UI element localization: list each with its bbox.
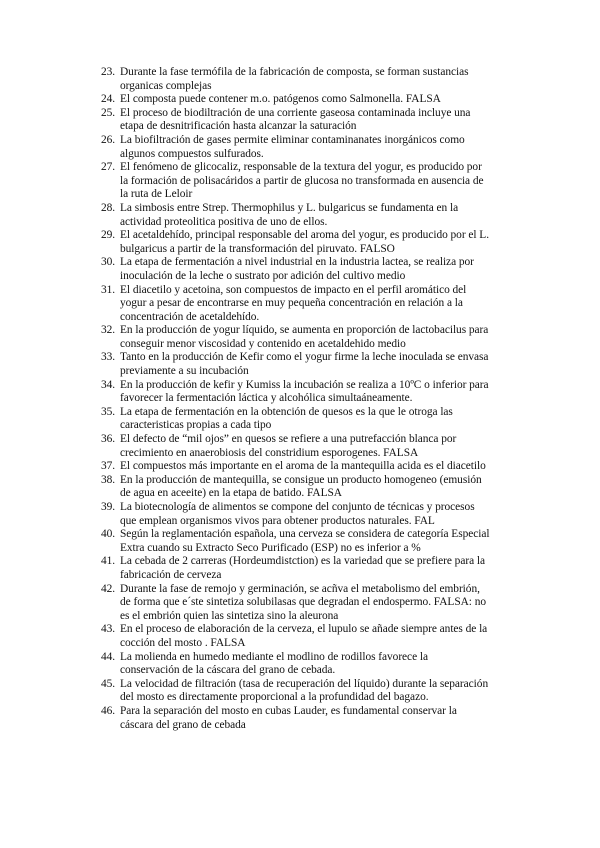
item-number: 37. — [101, 460, 116, 473]
item-text: En la producción de kefir y Kumiss la incubación se realiza a 10ºC o inferior para favorecer la fermentación láctica y alcohólica simultaáneamente. — [120, 378, 489, 405]
list-item — [0, 134, 490, 161]
item-number: 30. — [101, 256, 116, 269]
item-text: La simbosis entre Strep. Thermophilus y L. bulgaricus se fundamenta en la actividad proteolitica positiva de uno de ellos. — [120, 201, 459, 228]
list-item — [0, 705, 490, 732]
list-item — [0, 528, 490, 555]
list-item — [0, 93, 490, 107]
item-text: El compuestos más importante en el aroma de la mantequilla acida es el diacetilo — [120, 460, 486, 473]
item-text: Durante la fase termófila de la fabricación de composta, se forman sustancias organicas complejas — [120, 66, 469, 92]
list-item — [0, 229, 490, 256]
list-item — [0, 406, 490, 433]
list-item — [0, 501, 490, 528]
item-text: Tanto en la producción de Kefir como el yogur firme la leche inoculada se envasa previamente a su incubación — [120, 351, 489, 378]
item-text: La biofiltración de gases permite eliminar contaminanates inorgánicos como algunos compuestos sulfurados. — [120, 133, 465, 160]
item-text: La biotecnología de alimentos se compone del conjunto de técnicas y procesos que emplean organismos vivos para obtener productos naturales. FAL — [120, 501, 475, 527]
item-text: En la producción de yogur líquido, se aumenta en proporción de lactobacilus para conseguir menor viscosidad y contenido en acetaldehido medio — [120, 324, 489, 350]
item-number: 33. — [101, 351, 116, 364]
statement-list — [0, 66, 600, 732]
item-text: La etapa de fermentación en la obtención de quesos es la que le otroga las caracteristicas propias a cada tipo — [120, 405, 453, 432]
list-item — [0, 433, 490, 460]
item-text: En la producción de mantequilla, se consigue un producto homogeneo (emusión de agua en aceeite) en la etapa de batido. FALSA — [120, 473, 482, 500]
item-number: 27. — [101, 161, 116, 174]
item-number: 38. — [101, 473, 116, 486]
list-item — [0, 202, 490, 229]
item-text: El acetaldehído, principal responsable del aroma del yogur, es producido por el L. bulgaricus a partir de la transformación del piruvato. FALSO — [120, 229, 489, 255]
item-number: 43. — [101, 623, 116, 636]
list-item — [0, 107, 490, 134]
item-text: La cebada de 2 carreras (Hordeumdistction) es la variedad que se prefiere para la fabricación de cerveza — [120, 555, 486, 581]
item-number: 46. — [101, 704, 116, 717]
item-number: 31. — [101, 283, 116, 296]
list-item — [0, 324, 490, 351]
list-item — [0, 66, 490, 93]
item-number: 36. — [101, 433, 116, 446]
item-number: 24. — [101, 93, 116, 106]
item-text: El defecto de “mil ojos” en quesos se refiere a una putrefacción blanca por crecimiento en anaerobiosis del constridium esporogenes. FALSA — [120, 433, 457, 459]
item-text: Durante la fase de remojo y germinación, se acñva el metabolismo del embrión, de forma que e´ste sintetiza solubilasas que degradan el endospermo. FALSA: no es el embrión quien las sintetiza sino la aleurona — [120, 582, 486, 622]
item-number: 26. — [101, 133, 116, 146]
list-item — [0, 474, 490, 501]
item-number: 34. — [101, 378, 116, 391]
item-number: 45. — [101, 677, 116, 690]
item-text: En el proceso de elaboración de la cerveza, el lupulo se añade siempre antes de la cocción del mosto . FALSA — [120, 623, 488, 649]
list-item — [0, 161, 490, 202]
list-item — [0, 678, 490, 705]
list-item — [0, 651, 490, 678]
item-number: 28. — [101, 201, 116, 214]
item-text: Según la reglamentación española, una cerveza se considera de categoría Especial Extra cuando su Extracto Seco Purificado (ESP) no es inferior a % — [120, 528, 490, 554]
list-item — [0, 256, 490, 283]
item-text: Para la separación del mosto en cubas Lauder, es fundamental conservar la cáscara del grano de cebada — [120, 704, 457, 731]
item-text: La molienda en humedo mediante el modlino de rodillos favorece la conservación de la cáscara del grano de cebada. — [120, 650, 428, 677]
list-item — [0, 284, 490, 325]
item-number: 25. — [101, 106, 116, 119]
list-item — [0, 379, 490, 406]
item-text: El composta puede contener m.o. patógenos como Salmonella. FALSA — [120, 93, 441, 106]
item-text: El proceso de biodiltración de una corriente gaseosa contaminada incluye una etapa de desnitrificación hasta alcanzar la saturación — [120, 106, 471, 133]
item-text: La velocidad de filtración (tasa de recuperación del líquido) durante la separación del mosto es directamente proporcional a la profundidad del bagazo. — [120, 677, 489, 704]
item-number: 40. — [101, 528, 116, 541]
list-item — [0, 460, 490, 474]
item-text: El fenómeno de glicocaliz, responsable de la textura del yogur, es producido por la formación de polisacáridos a partir de glucosa no transformada en ausencia de la ruta de Leloir — [120, 161, 484, 201]
item-number: 44. — [101, 650, 116, 663]
item-number: 23. — [101, 66, 116, 78]
item-number: 39. — [101, 501, 116, 513]
item-number: 42. — [101, 582, 116, 595]
item-number: 35. — [101, 405, 116, 418]
item-text: La etapa de fermentación a nivel industrial en la industria lactea, se realiza por inoculación de la leche o sustrato por adición del cultivo medio — [120, 256, 474, 282]
list-item — [0, 583, 490, 624]
item-number: 41. — [101, 555, 116, 568]
list-item — [0, 555, 490, 582]
item-text: El diacetilo y acetoina, son compuestos de impacto en el perfil aromático del yogur a pesar de encontrarse en muy pequeña concentración en relación a la concentración de acetaldehído. — [120, 283, 467, 323]
list-item — [0, 351, 490, 378]
item-number: 29. — [101, 229, 116, 242]
item-number: 32. — [101, 324, 116, 337]
list-item — [0, 623, 490, 650]
